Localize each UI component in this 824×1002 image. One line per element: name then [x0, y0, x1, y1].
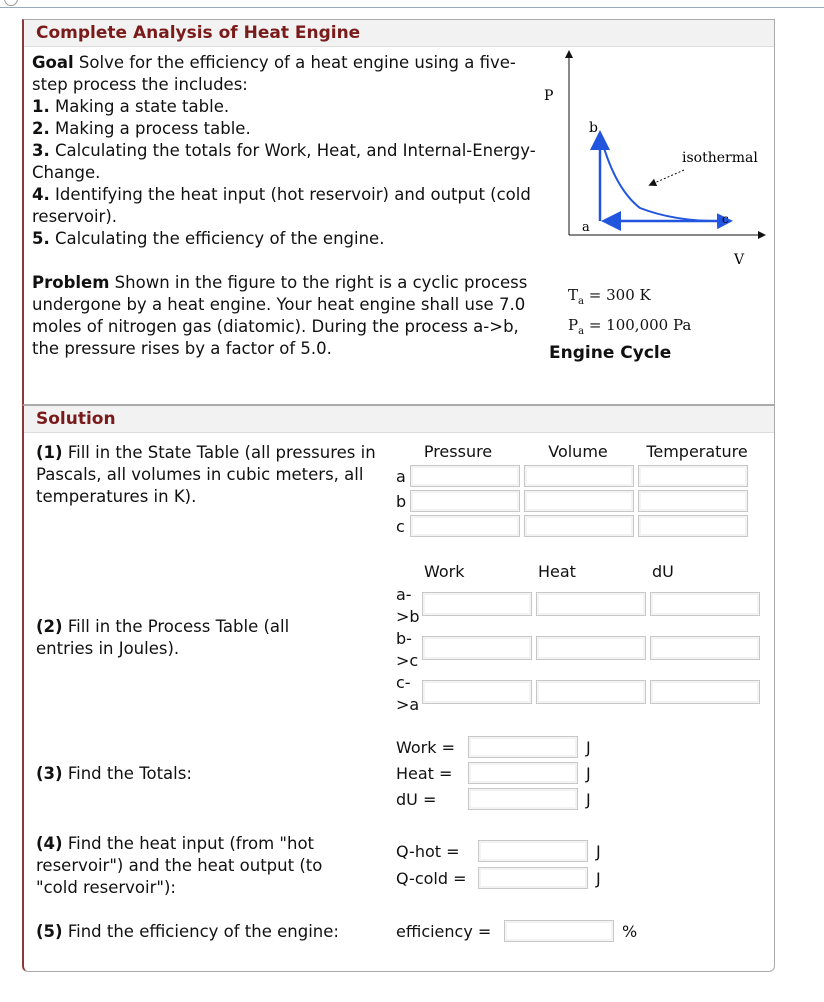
efficiency-unit: %	[622, 922, 638, 941]
step4-text	[36, 833, 366, 899]
state-a-temperature-input[interactable]	[638, 465, 748, 487]
goal-label: Goal	[32, 53, 74, 72]
step5-num: (5)	[36, 922, 63, 941]
question-panel	[22, 19, 775, 405]
state-c-volume-input[interactable]	[524, 515, 634, 537]
pa-subscript: a	[578, 326, 585, 337]
problem-label: Problem	[32, 273, 110, 292]
pa-number: = 100,000 Pa	[588, 316, 692, 334]
solution-panel	[22, 405, 775, 972]
step-num: 4.	[32, 185, 50, 204]
state-b-pressure-input[interactable]	[410, 490, 520, 512]
step-text: Calculating the efficiency of the engine.	[55, 229, 385, 248]
step3-text	[36, 763, 192, 785]
col-temperature: Temperature	[646, 442, 748, 461]
process-ab-du-input[interactable]	[650, 592, 760, 616]
col-du: dU	[652, 562, 674, 581]
solution-title: Solution	[36, 409, 116, 429]
col-volume: Volume	[548, 442, 608, 461]
process-ca-du-input[interactable]	[650, 680, 760, 704]
pv-diagram	[536, 48, 772, 288]
row-ab-l2: >b	[396, 607, 420, 626]
panel-header	[24, 20, 774, 47]
step4-desc: Find the heat input (from "hot reservoir") and the heat output (to "cold reservoir"):	[36, 834, 323, 897]
row-c-label: c	[396, 517, 405, 536]
row-ca-label	[396, 672, 419, 716]
figure-caption: Engine Cycle	[549, 343, 672, 363]
ta-value	[568, 284, 651, 313]
col-pressure: Pressure	[423, 442, 493, 461]
row-bc-l2: >c	[396, 651, 419, 670]
point-b-label: b	[589, 120, 598, 136]
q-cold-label: Q-cold =	[396, 869, 467, 888]
process-ca-work-input[interactable]	[422, 680, 532, 704]
total-du-input[interactable]	[468, 788, 578, 810]
point-a-label: a	[582, 220, 590, 235]
radio-circle[interactable]	[4, 0, 18, 6]
row-ab-label	[396, 584, 420, 628]
pa-value	[568, 314, 691, 343]
row-bc-l1: b-	[396, 629, 412, 648]
row-a-label: a	[396, 467, 406, 486]
step3-num: (3)	[36, 764, 63, 783]
total-heat-input[interactable]	[468, 762, 578, 784]
pa-symbol: P	[568, 316, 579, 334]
total-work-unit: J	[586, 738, 591, 757]
total-du-label: dU =	[396, 790, 437, 809]
q-hot-input[interactable]	[478, 840, 588, 862]
step-text: Making a state table.	[55, 97, 230, 116]
goal-block	[32, 52, 542, 250]
efficiency-input[interactable]	[504, 920, 614, 942]
row-ca-l1: c-	[396, 673, 411, 692]
ta-number: = 300 K	[588, 286, 651, 304]
step5-text	[36, 921, 339, 943]
state-a-pressure-input[interactable]	[410, 465, 520, 487]
state-b-volume-input[interactable]	[524, 490, 634, 512]
step1-text	[36, 442, 381, 508]
panel-title: Complete Analysis of Heat Engine	[36, 23, 361, 43]
ta-subscript: a	[578, 296, 584, 307]
step-num: 1.	[32, 97, 50, 116]
row-bc-label	[396, 628, 418, 672]
row-ca-l2: >a	[396, 695, 420, 714]
ta-symbol: T	[568, 286, 579, 304]
step5-desc: Find the efficiency of the engine:	[67, 922, 339, 941]
step3-desc: Find the Totals:	[67, 764, 192, 783]
problem-block	[32, 272, 542, 360]
goal-text: Solve for the efficiency of a heat engine using a five-step process the includes:	[32, 53, 516, 94]
process-ab-work-input[interactable]	[422, 592, 532, 616]
q-hot-label: Q-hot =	[396, 842, 460, 861]
isothermal-label: isothermal	[682, 150, 758, 166]
state-c-pressure-input[interactable]	[410, 515, 520, 537]
efficiency-label: efficiency =	[396, 922, 492, 941]
process-bc-work-input[interactable]	[422, 636, 532, 660]
point-c-label: c	[722, 212, 729, 226]
total-work-label: Work =	[396, 738, 456, 757]
process-ab-heat-input[interactable]	[536, 592, 646, 616]
total-heat-unit: J	[586, 764, 591, 783]
q-hot-unit: J	[596, 842, 601, 861]
q-cold-unit: J	[596, 869, 601, 888]
step2-desc: Fill in the Process Table (all entries in Joules).	[36, 617, 290, 658]
solution-header	[24, 406, 774, 433]
problem-text: Shown in the figure to the right is a cyclic process undergone by a heat engine. Your heat engine shall use 7.0 moles of nitrogen gas (diatomic). During the process a->b, the pressure rises by a factor of 5.0.	[32, 273, 528, 358]
step-text: Identifying the heat input (hot reservoir) and output (cold reservoir).	[32, 185, 531, 226]
process-ca-heat-input[interactable]	[536, 680, 646, 704]
state-c-temperature-input[interactable]	[638, 515, 748, 537]
process-bc	[600, 134, 725, 221]
step2-text	[36, 616, 346, 660]
step-num: 3.	[32, 141, 50, 160]
step-num: 5.	[32, 229, 50, 248]
col-work: Work	[424, 562, 465, 581]
step2-num: (2)	[36, 617, 63, 636]
step1-num: (1)	[36, 443, 63, 462]
state-b-temperature-input[interactable]	[638, 490, 748, 512]
state-a-volume-input[interactable]	[524, 465, 634, 487]
p-axis-label: P	[544, 88, 554, 104]
step-text: Calculating the totals for Work, Heat, and Internal-Energy-Change.	[32, 141, 536, 182]
row-ab-l1: a-	[396, 585, 412, 604]
v-axis-label: V	[734, 252, 745, 268]
step-num: 2.	[32, 119, 50, 138]
total-work-input[interactable]	[468, 736, 578, 758]
row-b-label: b	[396, 492, 407, 511]
total-du-unit: J	[586, 790, 591, 809]
isothermal-pointer	[652, 170, 684, 184]
step-text: Making a process table.	[55, 119, 251, 138]
process-bc-heat-input[interactable]	[536, 636, 646, 660]
total-heat-label: Heat =	[396, 764, 453, 783]
step1-desc: Fill in the State Table (all pressures in Pascals, all volumes in cubic meters, all temperatures in K).	[36, 443, 376, 506]
top-edge	[0, 0, 824, 8]
step4-num: (4)	[36, 834, 63, 853]
process-bc-du-input[interactable]	[650, 636, 760, 660]
q-cold-input[interactable]	[478, 867, 588, 889]
col-heat: Heat	[538, 562, 576, 581]
